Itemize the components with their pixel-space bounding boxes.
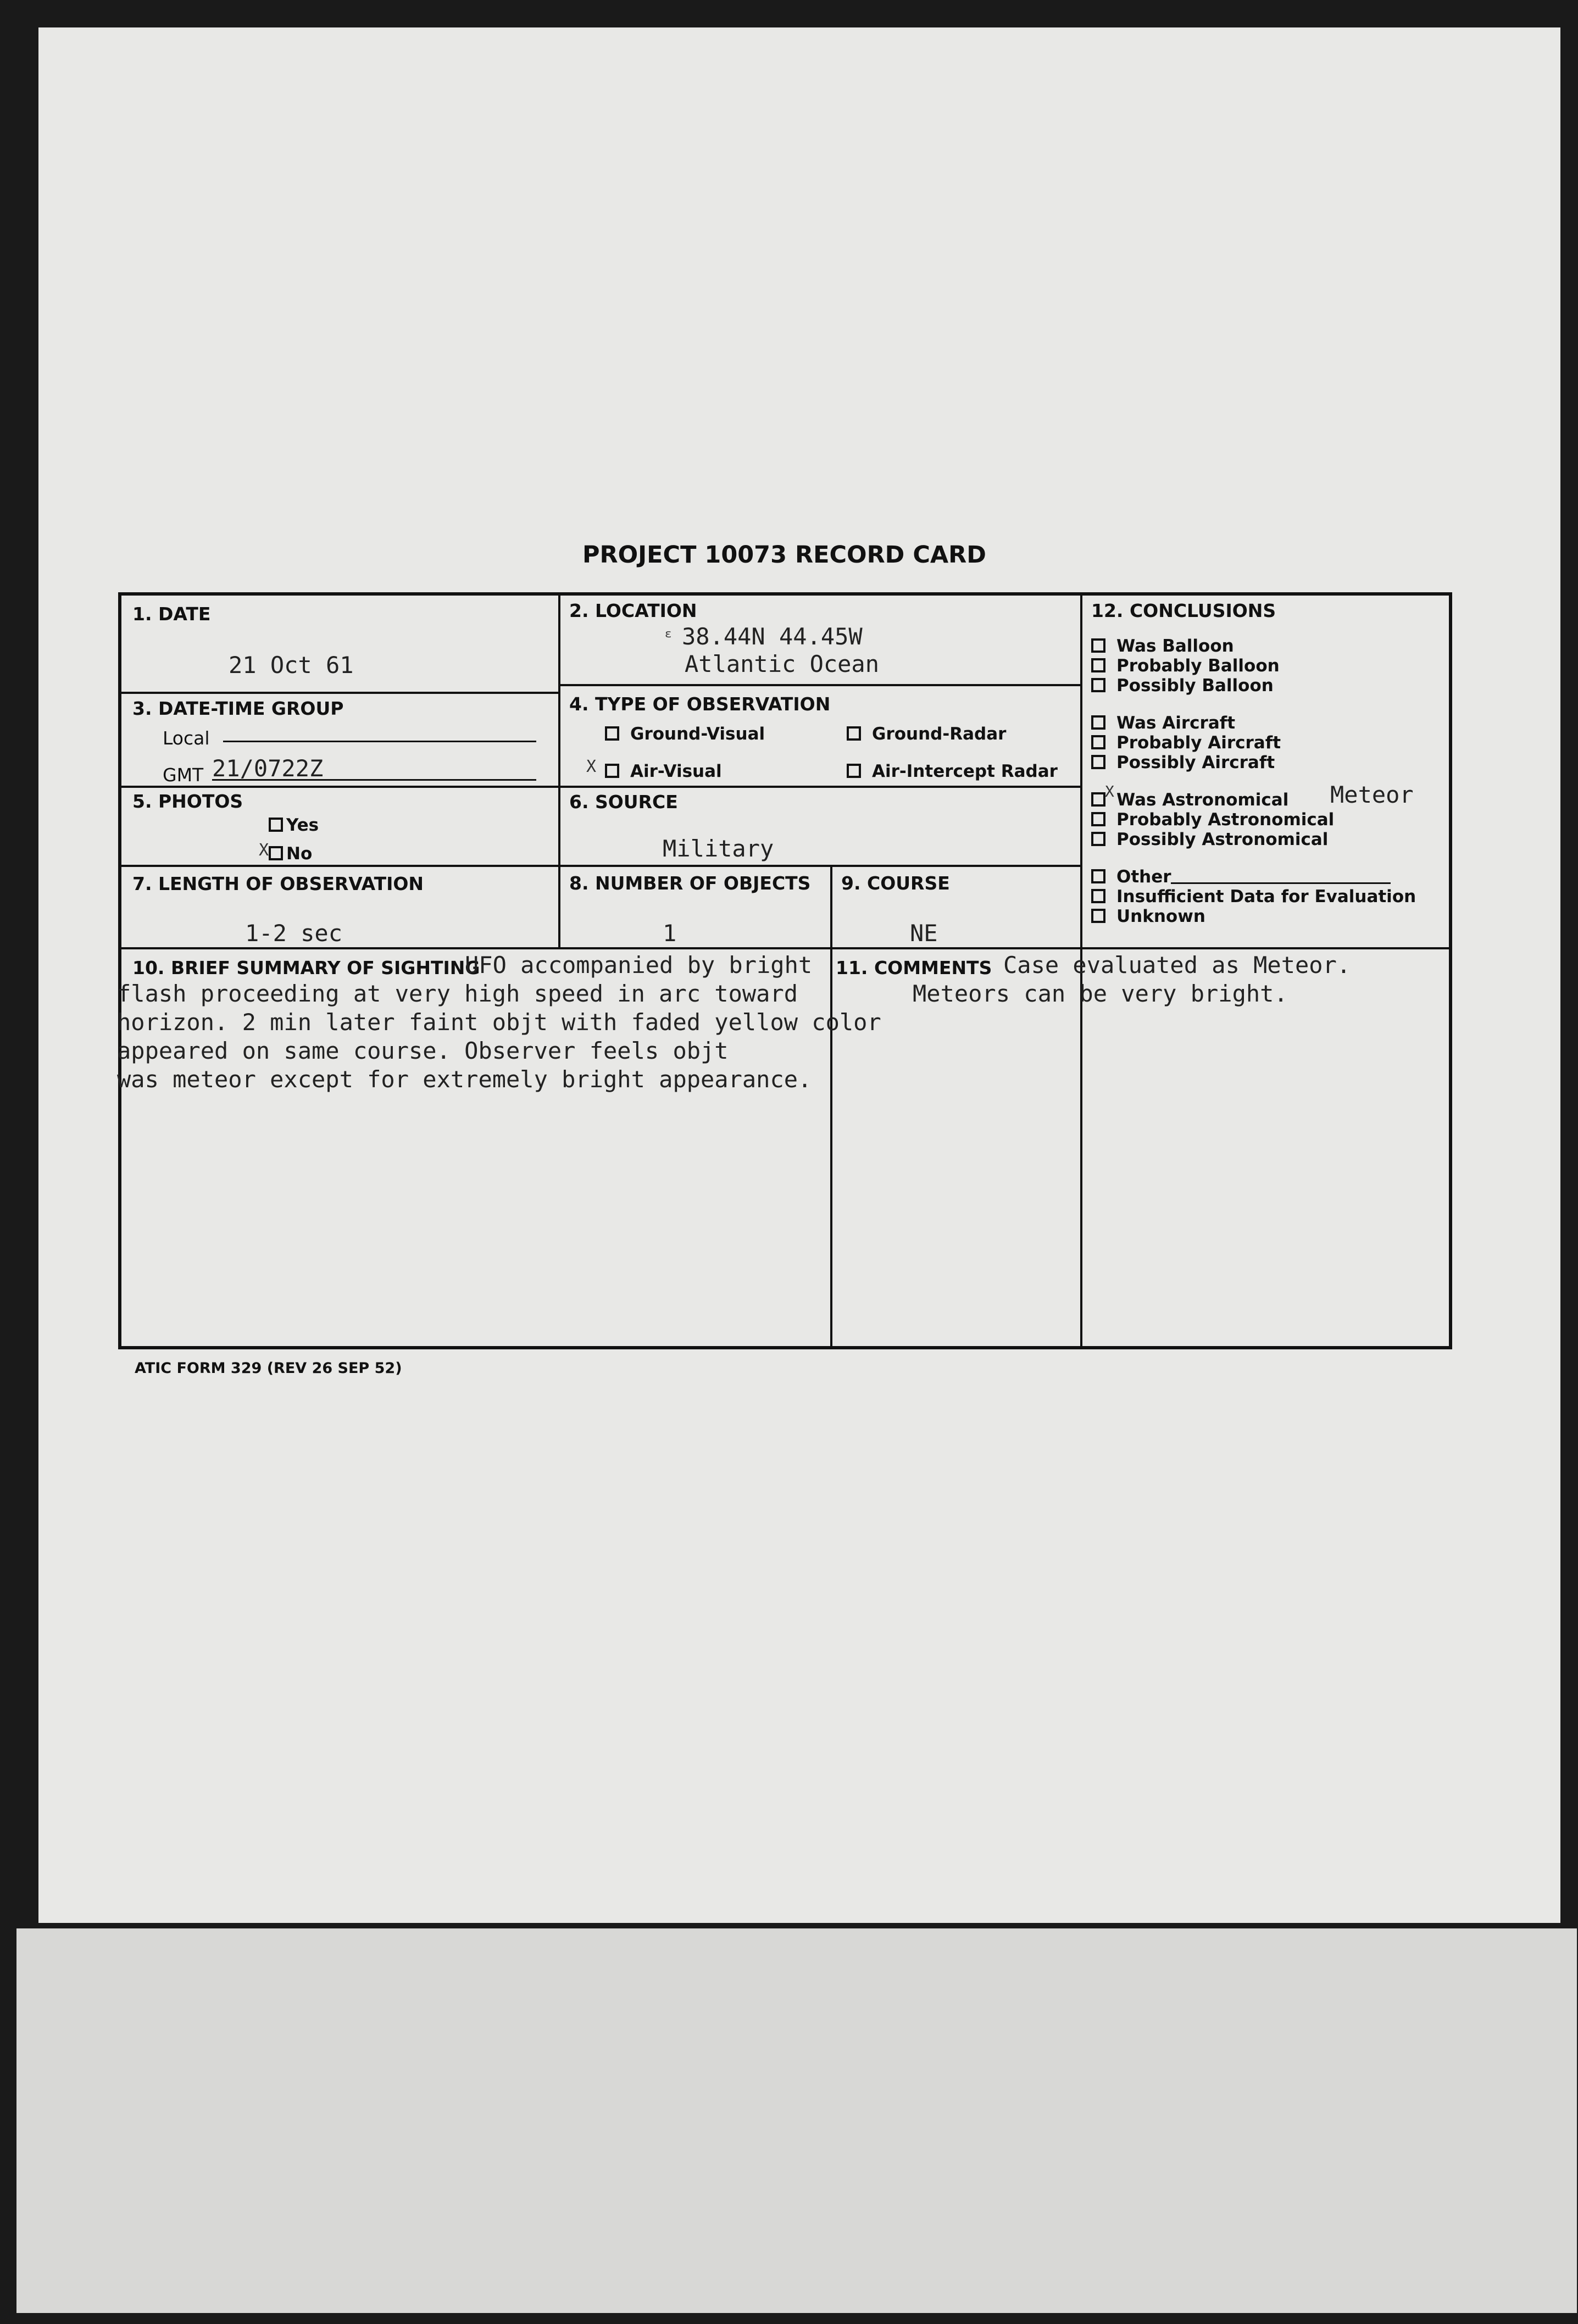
astronomical-note: Meteor: [1330, 781, 1414, 808]
observation-type-label: 4. TYPE OF OBSERVATION: [569, 693, 831, 715]
divider: [558, 684, 1080, 686]
divider: [121, 865, 1080, 867]
conclusion-probably-balloon: Probably Balloon: [1091, 656, 1280, 676]
conclusion-insufficient-data: Insufficient Data for Evaluation: [1091, 887, 1416, 907]
divider: [121, 947, 1450, 949]
location-place: Atlantic Ocean: [685, 651, 880, 677]
summary-line: flash proceeding at very high speed in arc toward: [117, 980, 798, 1007]
option-ground-visual: Ground-Visual: [605, 724, 765, 744]
conclusion-was-astronomical: Was Astronomical: [1091, 790, 1288, 810]
date-value: 21 Oct 61: [229, 652, 354, 679]
form-number: ATIC FORM 329 (REV 26 SEP 52): [135, 1360, 402, 1377]
location-coords: 38.44N 44.45W: [682, 623, 863, 650]
checkbox-icon: [1091, 909, 1105, 923]
location-mark: ᵋ: [663, 626, 674, 648]
length-value: 1-2 sec: [245, 920, 343, 947]
x-mark: X: [259, 841, 269, 860]
photos-yes: Yes: [269, 815, 319, 835]
divider: [121, 786, 1080, 788]
source-value: Military: [663, 835, 774, 862]
checkbox-icon: [1091, 832, 1105, 846]
gmt-line: [212, 779, 536, 781]
summary-line: appeared on same course. Observer feels objt: [117, 1037, 729, 1064]
checkbox-checked-icon: [269, 846, 283, 860]
summary-line: UFO accompanied by bright: [465, 952, 813, 978]
option-air-intercept-radar: Air-Intercept Radar: [847, 761, 1058, 781]
summary-label: 10. BRIEF SUMMARY OF SIGHTING: [132, 957, 480, 978]
length-label: 7. LENGTH OF OBSERVATION: [132, 873, 424, 894]
x-mark: X: [1105, 782, 1114, 800]
conclusion-was-balloon: Was Balloon: [1091, 636, 1234, 656]
conclusion-possibly-aircraft: Possibly Aircraft: [1091, 753, 1275, 772]
objects-value: 1: [663, 920, 677, 947]
checkbox-icon: [1091, 755, 1105, 769]
checkbox-icon: [847, 726, 861, 741]
checkbox-icon: [1091, 889, 1105, 903]
source-label: 6. SOURCE: [569, 791, 678, 813]
checkbox-icon: [1091, 812, 1105, 826]
comments-line: Meteors can be very bright.: [913, 980, 1288, 1007]
conclusions-label: 12. CONCLUSIONS: [1091, 600, 1276, 621]
checkbox-icon: [1091, 869, 1105, 883]
divider: [830, 865, 832, 1347]
checkbox-icon: [1091, 638, 1105, 653]
option-air-visual: Air-Visual: [605, 761, 722, 781]
record-card: [118, 592, 1452, 1349]
summary-line: was meteor except for extremely bright appearance.: [117, 1066, 812, 1093]
local-line: [223, 741, 536, 742]
gmt-value: 21/0722Z: [212, 755, 324, 782]
conclusion-possibly-balloon: Possibly Balloon: [1091, 676, 1274, 696]
course-value: NE: [910, 920, 938, 947]
checkbox-icon: [1091, 735, 1105, 749]
checkbox-icon: [1091, 678, 1105, 692]
conclusion-other: Other: [1091, 867, 1171, 887]
comments-label: 11. COMMENTS: [836, 957, 992, 978]
conclusion-possibly-astronomical: Possibly Astronomical: [1091, 830, 1328, 849]
conclusion-probably-astronomical: Probably Astronomical: [1091, 810, 1334, 830]
checkbox-icon: [269, 818, 283, 832]
conclusion-unknown: Unknown: [1091, 907, 1205, 926]
card-title: PROJECT 10073 RECORD CARD: [582, 541, 986, 569]
checkbox-checked-icon: [605, 764, 619, 778]
other-line: [1171, 882, 1391, 884]
checkbox-checked-icon: [1091, 792, 1105, 807]
course-label: 9. COURSE: [841, 872, 950, 894]
conclusion-was-aircraft: Was Aircraft: [1091, 713, 1235, 733]
x-mark: X: [586, 757, 597, 776]
comments-line: Case evaluated as Meteor.: [1003, 952, 1351, 978]
checkbox-icon: [605, 726, 619, 741]
date-label: 1. DATE: [132, 603, 211, 625]
objects-label: 8. NUMBER OF OBJECTS: [569, 872, 811, 894]
checkbox-icon: [1091, 715, 1105, 730]
checkbox-icon: [847, 764, 861, 778]
dtg-label: 3. DATE-TIME GROUP: [132, 698, 344, 719]
photos-label: 5. PHOTOS: [132, 791, 243, 812]
location-label: 2. LOCATION: [569, 600, 697, 621]
photos-no: No: [269, 844, 312, 864]
divider: [558, 596, 560, 947]
gmt-label: GMT: [163, 764, 204, 786]
divider: [121, 692, 558, 694]
conclusion-probably-aircraft: Probably Aircraft: [1091, 733, 1281, 753]
option-ground-radar: Ground-Radar: [847, 724, 1006, 744]
checkbox-icon: [1091, 658, 1105, 672]
local-label: Local: [163, 727, 210, 749]
lower-page: [16, 1928, 1577, 2313]
summary-line: horizon. 2 min later faint objt with faded yellow color: [117, 1009, 881, 1036]
